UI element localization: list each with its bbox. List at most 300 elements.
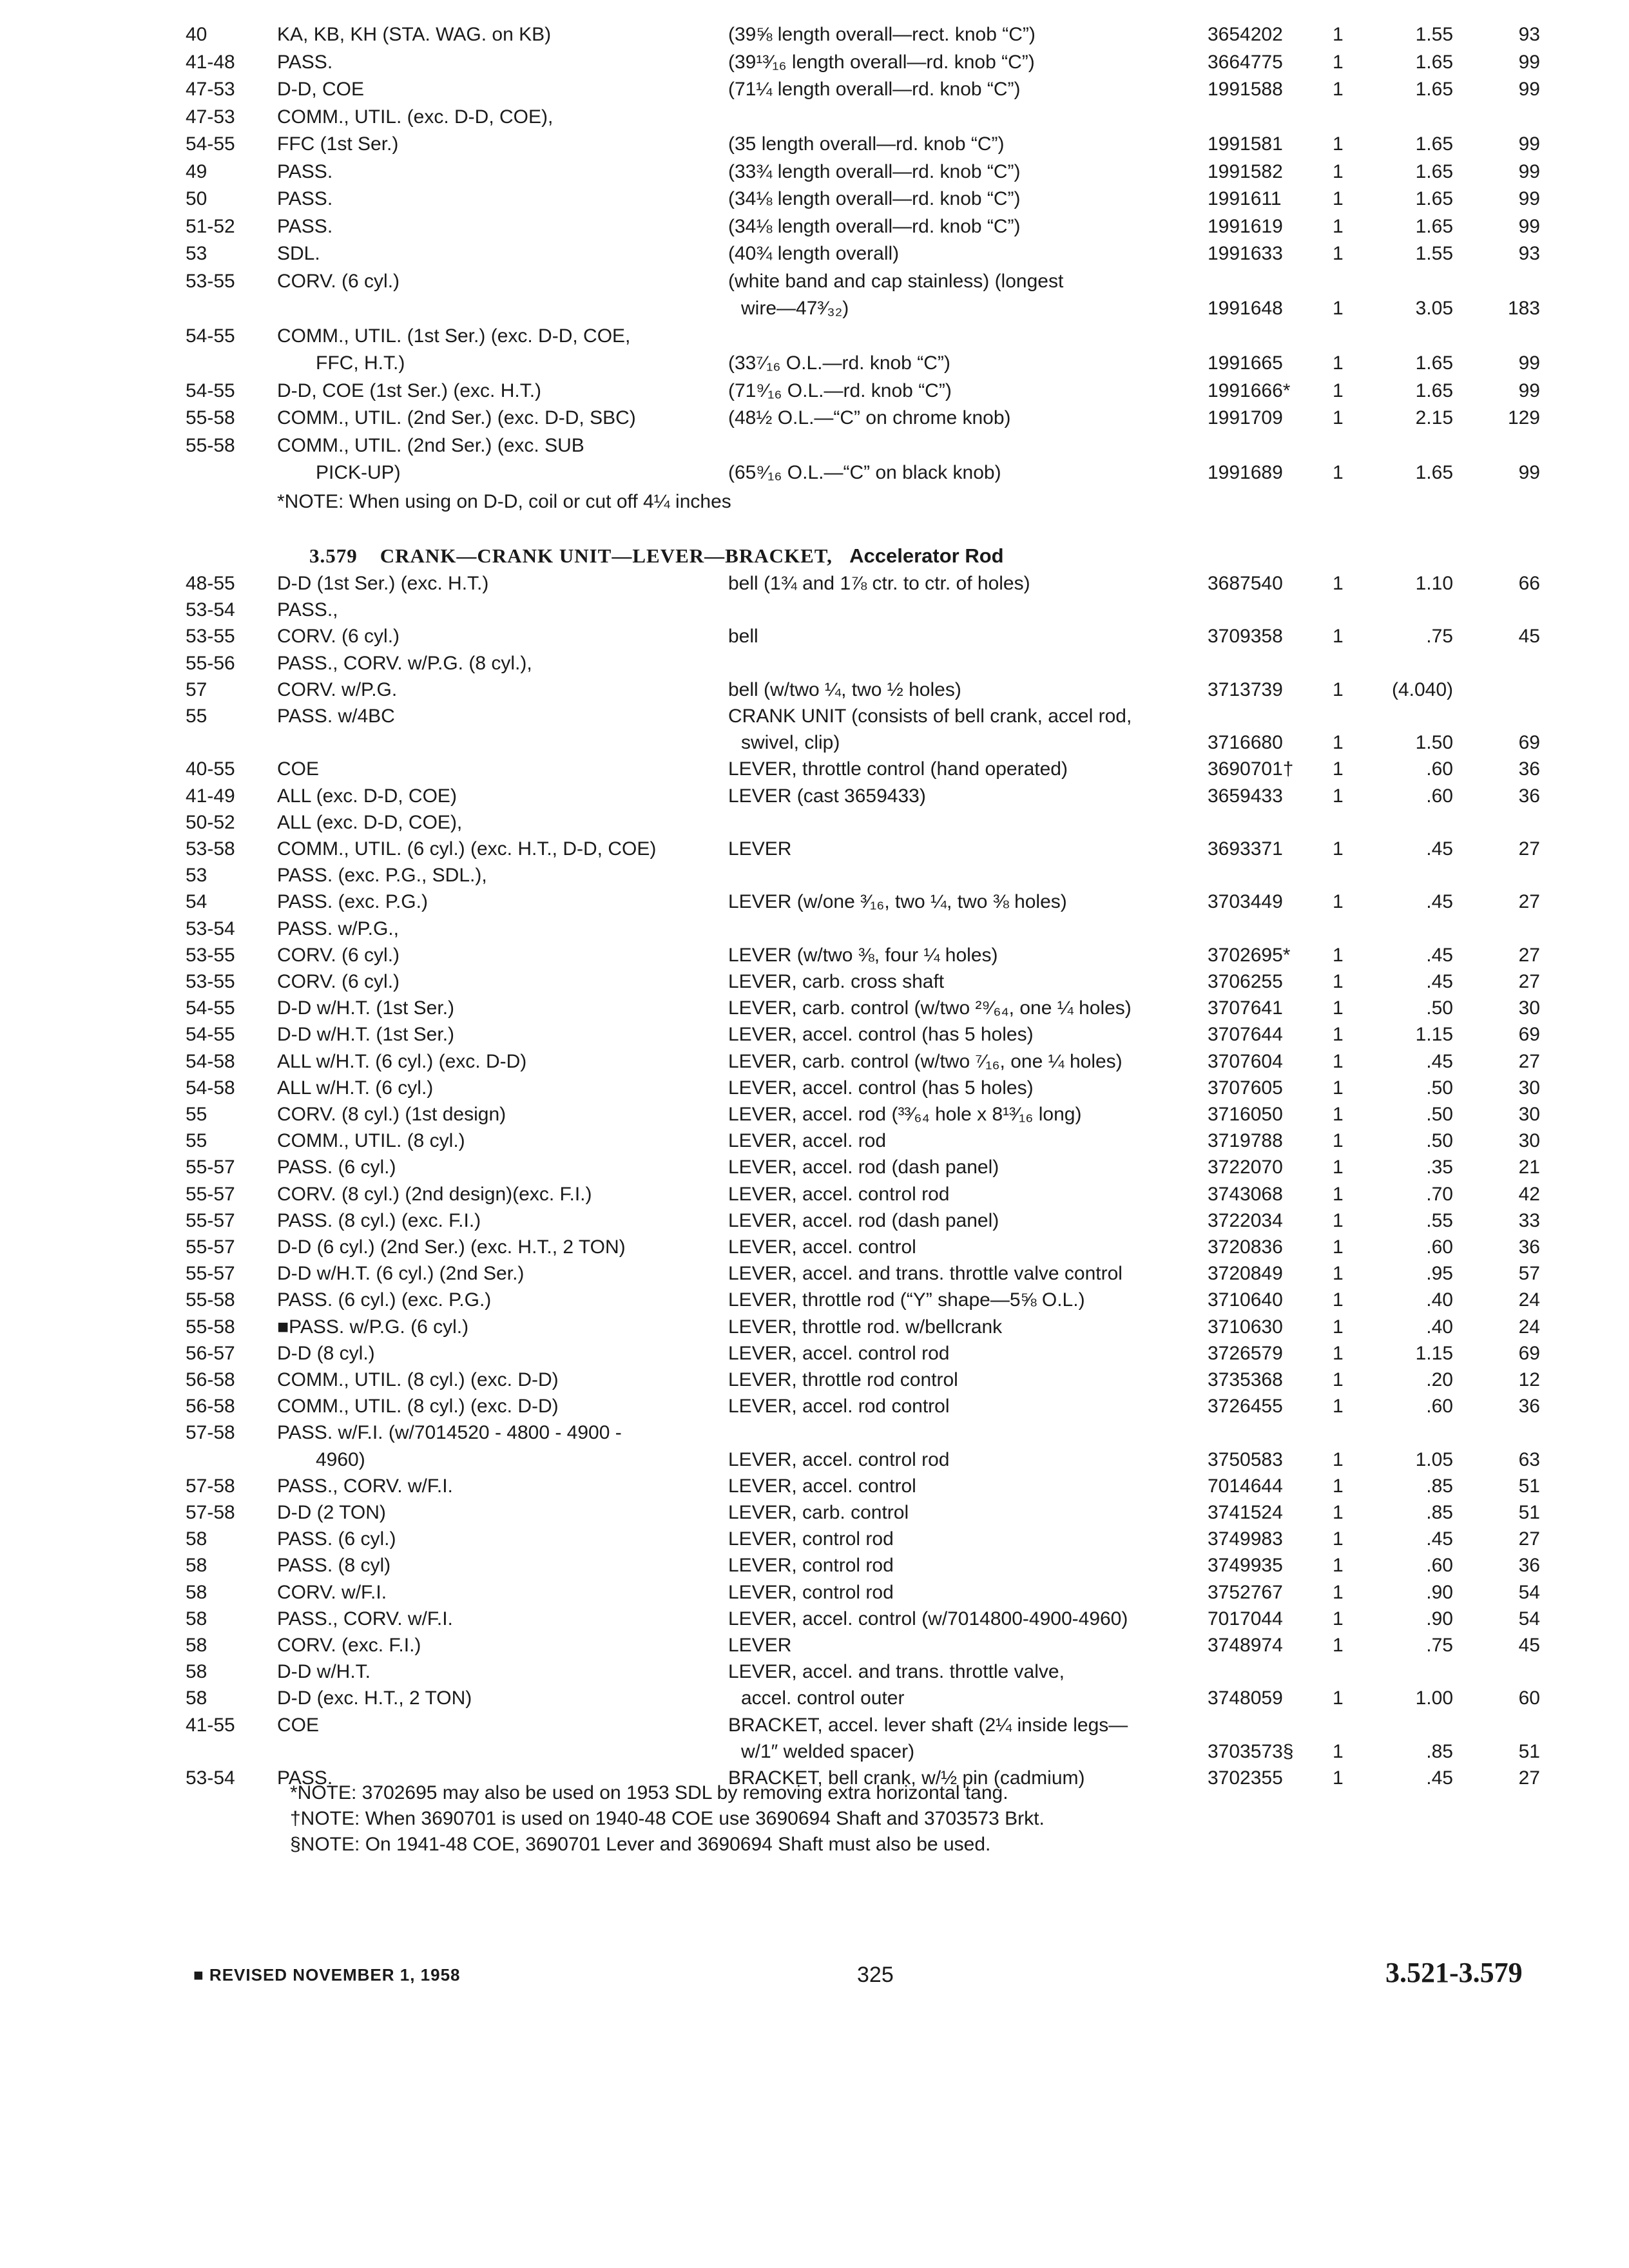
table-row (0, 158, 1629, 186)
price-cell: (4.040) (1391, 678, 1453, 700)
year-cell: 55-58 (186, 1316, 235, 1338)
price-cell: .70 (1426, 1183, 1453, 1205)
year-cell: 58 (186, 1581, 207, 1603)
section-range: 3.521-3.579 (1385, 1957, 1523, 1988)
description-cell: LEVER, accel. and trans. throttle valve control (728, 1263, 1123, 1285)
table-row (0, 968, 1629, 996)
flat-rate-cell: 51 (1518, 1475, 1540, 1497)
table-row (0, 1313, 1629, 1341)
quantity-cell: 1 (1333, 1635, 1344, 1656)
flat-rate-cell: 27 (1518, 838, 1540, 860)
flat-rate-cell: 99 (1518, 215, 1540, 237)
description-cell: LEVER, carb. control (w/two ²⁹⁄₆₄, one ¼ holes) (728, 997, 1132, 1019)
table-row (0, 809, 1629, 837)
part-number-cell: 3703573§ (1208, 1740, 1294, 1762)
price-cell: .45 (1426, 1767, 1453, 1789)
table-row (0, 702, 1629, 731)
part-number-cell: 1991665 (1208, 352, 1283, 374)
flat-rate-cell: 30 (1518, 1104, 1540, 1125)
quantity-cell: 1 (1333, 944, 1344, 966)
table-row (0, 130, 1629, 159)
quantity-cell: 1 (1333, 407, 1344, 428)
year-cell: 55-57 (186, 1183, 235, 1205)
part-number-cell: 1991588 (1208, 79, 1283, 100)
application-cell: PASS., CORV. w/P.G. (8 cyl.), (277, 652, 532, 674)
price-cell: 1.05 (1415, 1448, 1453, 1470)
part-number-cell: 3716680 (1208, 732, 1283, 754)
flat-rate-cell: 45 (1518, 1635, 1540, 1656)
description-cell: LEVER (w/one ³⁄₁₆, two ¼, two ⅜ holes) (728, 891, 1067, 913)
description-cell: accel. control outer (741, 1687, 905, 1709)
table-row (0, 941, 1629, 970)
price-cell: 1.50 (1415, 732, 1453, 754)
flat-rate-cell: 99 (1518, 160, 1540, 182)
description-cell: (71¼ length overall—rd. knob “C”) (728, 79, 1021, 100)
year-cell: 53-55 (186, 270, 235, 292)
table-row (0, 755, 1629, 783)
price-cell: .90 (1426, 1581, 1453, 1603)
application-cell: FFC (1st Ser.) (277, 133, 399, 155)
revised-date: ■ REVISED NOVEMBER 1, 1958 (193, 1965, 461, 1984)
table-row (0, 1127, 1629, 1155)
table-row (0, 185, 1629, 213)
year-cell: 56-58 (186, 1369, 235, 1390)
table-row (0, 1074, 1629, 1102)
section-header (309, 544, 1004, 568)
price-cell: .95 (1426, 1263, 1453, 1285)
price-cell: 1.65 (1415, 79, 1453, 100)
part-number-cell: 1991648 (1208, 298, 1283, 319)
price-cell: .60 (1426, 1236, 1453, 1258)
year-cell: 53-54 (186, 1767, 235, 1789)
quantity-cell: 1 (1333, 1077, 1344, 1099)
year-cell: 40 (186, 24, 207, 45)
year-cell: 53-55 (186, 971, 235, 992)
quantity-cell: 1 (1333, 1236, 1344, 1258)
year-cell: 55-56 (186, 652, 235, 674)
quantity-cell: 1 (1333, 188, 1344, 209)
flat-rate-cell: 51 (1518, 1502, 1540, 1523)
year-cell: 41-48 (186, 51, 235, 73)
flat-rate-cell: 60 (1518, 1687, 1540, 1709)
application-cell: PASS. (exc. P.G., SDL.), (277, 865, 487, 887)
flat-rate-cell: 36 (1518, 758, 1540, 780)
description-cell: (39⅝ length overall—rect. knob “C”) (728, 24, 1036, 45)
table-row (0, 1048, 1629, 1076)
table-row (0, 75, 1629, 104)
quantity-cell: 1 (1333, 838, 1344, 860)
price-cell: 1.65 (1415, 462, 1453, 483)
quantity-cell: 1 (1333, 1369, 1344, 1390)
table-row (0, 240, 1629, 268)
flat-rate-cell: 27 (1518, 944, 1540, 966)
application-cell: CORV. (6 cyl.) (277, 944, 400, 966)
price-cell: .45 (1426, 838, 1453, 860)
flat-rate-cell: 69 (1518, 732, 1540, 754)
quantity-cell: 1 (1333, 971, 1344, 992)
application-cell: D-D (2 TON) (277, 1502, 386, 1523)
part-number-cell: 3719788 (1208, 1130, 1283, 1152)
price-cell: 1.15 (1415, 1024, 1453, 1046)
application-cell: 4960) (316, 1448, 365, 1470)
table-row (0, 267, 1629, 296)
part-number-cell: 3707604 (1208, 1050, 1283, 1072)
table-row (0, 861, 1629, 890)
application-cell: COMM., UTIL. (1st Ser.) (exc. D-D, COE, (277, 325, 631, 347)
quantity-cell: 1 (1333, 1502, 1344, 1523)
application-cell: D-D (1st Ser.) (exc. H.T.) (277, 573, 489, 594)
table-row (0, 1525, 1629, 1553)
year-cell: 41-55 (186, 1714, 235, 1736)
year-cell: 56-57 (186, 1342, 235, 1364)
application-cell: ■PASS. w/P.G. (6 cyl.) (277, 1316, 469, 1338)
part-number-cell: 3720849 (1208, 1263, 1283, 1285)
part-number-cell: 3654202 (1208, 24, 1283, 45)
description-cell: LEVER, throttle control (hand operated) (728, 758, 1068, 780)
flat-rate-cell: 99 (1518, 462, 1540, 483)
application-cell: PASS. (277, 160, 333, 182)
year-cell: 55-58 (186, 407, 235, 428)
description-cell: LEVER (728, 838, 792, 860)
price-cell: .60 (1426, 785, 1453, 807)
part-number-cell: 3713739 (1208, 678, 1283, 700)
quantity-cell: 1 (1333, 732, 1344, 754)
year-cell: 57-58 (186, 1502, 235, 1523)
table-row (0, 1472, 1629, 1501)
quantity-cell: 1 (1333, 51, 1344, 73)
application-cell: FFC, H.T.) (316, 352, 405, 374)
price-cell: .45 (1426, 971, 1453, 992)
quantity-cell: 1 (1333, 1608, 1344, 1629)
quantity-cell: 1 (1333, 678, 1344, 700)
year-cell: 54-55 (186, 380, 235, 401)
quantity-cell: 1 (1333, 1342, 1344, 1364)
section-number: 3.579 (309, 544, 358, 567)
flat-rate-cell: 99 (1518, 380, 1540, 401)
description-cell: bell (w/two ¼, two ½ holes) (728, 678, 961, 700)
year-cell: 58 (186, 1608, 207, 1629)
price-cell: 1.65 (1415, 380, 1453, 401)
year-cell: 50-52 (186, 811, 235, 833)
application-cell: COMM., UTIL. (exc. D-D, COE), (277, 106, 554, 128)
year-cell: 55 (186, 1104, 207, 1125)
description-cell: (39¹³⁄₁₆ length overall—rd. knob “C”) (728, 51, 1035, 73)
flat-rate-cell: 24 (1518, 1316, 1540, 1338)
part-number-cell: 1991633 (1208, 243, 1283, 264)
flat-rate-cell: 93 (1518, 243, 1540, 264)
part-number-cell: 1991709 (1208, 407, 1283, 428)
year-cell: 54-55 (186, 1024, 235, 1046)
quantity-cell: 1 (1333, 1581, 1344, 1603)
description-cell: LEVER, accel. rod (dash panel) (728, 1157, 999, 1178)
table-row (0, 649, 1629, 678)
application-cell: COMM., UTIL. (8 cyl.) (exc. D-D) (277, 1369, 559, 1390)
flat-rate-cell: 93 (1518, 24, 1540, 45)
quantity-cell: 1 (1333, 1130, 1344, 1152)
application-cell: D-D w/H.T. (277, 1661, 371, 1683)
application-cell: D-D (exc. H.T., 2 TON) (277, 1687, 472, 1709)
price-cell: .55 (1426, 1209, 1453, 1231)
description-cell: w/1″ welded spacer) (741, 1740, 915, 1762)
table-row (0, 377, 1629, 405)
part-number-cell: 3690701† (1208, 758, 1294, 780)
part-number-cell: 3720836 (1208, 1236, 1283, 1258)
price-cell: .75 (1426, 1635, 1453, 1656)
part-number-cell: 3693371 (1208, 838, 1283, 860)
table-row (0, 1658, 1629, 1686)
application-cell: COMM., UTIL. (6 cyl.) (exc. H.T., D-D, COE) (277, 838, 657, 860)
description-cell: LEVER, accel. rod (³³⁄₆₄ hole x 8¹³⁄₁₆ long) (728, 1104, 1082, 1125)
flat-rate-cell: 36 (1518, 1396, 1540, 1418)
application-cell: KA, KB, KH (STA. WAG. on KB) (277, 24, 552, 45)
price-cell: 2.15 (1415, 407, 1453, 428)
table-row (0, 404, 1629, 432)
description-cell: (71⁹⁄₁₆ O.L.—rd. knob “C”) (728, 380, 952, 401)
quantity-cell: 1 (1333, 133, 1344, 155)
table-row (0, 1207, 1629, 1235)
description-cell: LEVER, accel. control (w/7014800-4900-4960) (728, 1608, 1128, 1629)
table-row (0, 915, 1629, 943)
description-cell: LEVER, accel. rod (dash panel) (728, 1209, 999, 1231)
year-cell: 54-55 (186, 997, 235, 1019)
part-number-cell: 1991689 (1208, 462, 1283, 483)
description-cell: LEVER, carb. cross shaft (728, 971, 945, 992)
year-cell: 57-58 (186, 1422, 235, 1444)
application-cell: COMM., UTIL. (2nd Ser.) (exc. SUB (277, 434, 584, 456)
quantity-cell: 1 (1333, 215, 1344, 237)
application-cell: COE (277, 758, 320, 780)
year-cell: 50 (186, 188, 207, 209)
quantity-cell: 1 (1333, 1475, 1344, 1497)
year-cell: 57-58 (186, 1475, 235, 1497)
application-cell: CORV. (6 cyl.) (277, 626, 400, 648)
note-bottom-1: *NOTE: 3702695 may also be used on 1953 SDL by removing extra horizontal tang. (290, 1782, 1008, 1803)
part-number-cell: 3726579 (1208, 1342, 1283, 1364)
table-row (0, 213, 1629, 241)
note-bottom-2: †NOTE: When 3690701 is used on 1940-48 COE use 3690694 Shaft and 3703573 Brkt. (290, 1808, 1045, 1829)
flat-rate-cell: 54 (1518, 1608, 1540, 1629)
flat-rate-cell: 99 (1518, 133, 1540, 155)
quantity-cell: 1 (1333, 462, 1344, 483)
description-cell: LEVER, accel. control rod (728, 1342, 950, 1364)
flat-rate-cell: 30 (1518, 1130, 1540, 1152)
flat-rate-cell: 27 (1518, 1528, 1540, 1550)
flat-rate-cell: 66 (1518, 573, 1540, 594)
price-cell: .20 (1426, 1369, 1453, 1390)
application-cell: COMM., UTIL. (8 cyl.) (277, 1130, 465, 1152)
application-cell: D-D, COE (277, 79, 364, 100)
quantity-cell: 1 (1333, 1528, 1344, 1550)
note-bottom-3: §NOTE: On 1941-48 COE, 3690701 Lever and 3690694 Shaft must also be used. (290, 1834, 991, 1855)
price-cell: 1.65 (1415, 215, 1453, 237)
description-cell: bell (1¾ and 1⅞ ctr. to ctr. of holes) (728, 573, 1030, 594)
price-cell: .90 (1426, 1608, 1453, 1629)
quantity-cell: 1 (1333, 1396, 1344, 1418)
quantity-cell: 1 (1333, 380, 1344, 401)
part-number-cell: 3749935 (1208, 1555, 1283, 1577)
description-cell: (34⅛ length overall—rd. knob “C”) (728, 215, 1021, 237)
table-row (0, 596, 1629, 624)
price-cell: 1.65 (1415, 133, 1453, 155)
application-cell: PASS. (6 cyl.) (exc. P.G.) (277, 1289, 492, 1311)
quantity-cell: 1 (1333, 626, 1344, 648)
year-cell: 58 (186, 1635, 207, 1656)
price-cell: .50 (1426, 1104, 1453, 1125)
part-number-cell: 3722070 (1208, 1157, 1283, 1178)
quantity-cell: 1 (1333, 1263, 1344, 1285)
price-cell: 3.05 (1415, 298, 1453, 319)
part-number-cell: 3726455 (1208, 1396, 1283, 1418)
quantity-cell: 1 (1333, 79, 1344, 100)
description-cell: LEVER, accel. control (728, 1236, 916, 1258)
year-cell: 58 (186, 1687, 207, 1709)
flat-rate-cell: 27 (1518, 1050, 1540, 1072)
description-cell: LEVER (728, 1635, 792, 1656)
table-row (0, 1021, 1629, 1049)
description-cell: swivel, clip) (741, 732, 840, 754)
table-row (0, 1340, 1629, 1368)
price-cell: .40 (1426, 1289, 1453, 1311)
description-cell: LEVER, throttle rod control (728, 1369, 958, 1390)
flat-rate-cell: 45 (1518, 626, 1540, 648)
part-number-cell: 3702355 (1208, 1767, 1283, 1789)
price-cell: .50 (1426, 1077, 1453, 1099)
description-cell: LEVER, accel. control (has 5 holes) (728, 1024, 1034, 1046)
quantity-cell: 1 (1333, 573, 1344, 594)
price-cell: 1.55 (1415, 243, 1453, 264)
price-cell: .40 (1426, 1316, 1453, 1338)
flat-rate-cell: 36 (1518, 785, 1540, 807)
section-subtitle: Accelerator Rod (849, 544, 1004, 567)
price-cell: .45 (1426, 1050, 1453, 1072)
price-cell: 1.10 (1415, 573, 1453, 594)
description-cell: LEVER, throttle rod. w/bellcrank (728, 1316, 1003, 1338)
price-cell: .50 (1426, 1130, 1453, 1152)
year-cell: 53-58 (186, 838, 235, 860)
table-row (0, 1579, 1629, 1607)
table-row (0, 835, 1629, 863)
quantity-cell: 1 (1333, 785, 1344, 807)
part-number-cell: 3707644 (1208, 1024, 1283, 1046)
flat-rate-cell: 27 (1518, 1767, 1540, 1789)
table-row (0, 1153, 1629, 1182)
flat-rate-cell: 69 (1518, 1342, 1540, 1364)
application-cell: PICK-UP) (316, 462, 401, 483)
application-cell: CORV. (8 cyl.) (1st design) (277, 1104, 506, 1125)
part-number-cell: 7017044 (1208, 1608, 1283, 1629)
quantity-cell: 1 (1333, 891, 1344, 913)
description-cell: LEVER (w/two ⅜, four ¼ holes) (728, 944, 998, 966)
description-cell: LEVER, accel. control (has 5 holes) (728, 1077, 1034, 1099)
year-cell: 58 (186, 1661, 207, 1683)
quantity-cell: 1 (1333, 243, 1344, 264)
quantity-cell: 1 (1333, 298, 1344, 319)
quantity-cell: 1 (1333, 1687, 1344, 1709)
application-cell: CORV. (8 cyl.) (2nd design)(exc. F.I.) (277, 1183, 592, 1205)
application-cell: PASS. w/P.G., (277, 918, 399, 939)
flat-rate-cell: 27 (1518, 971, 1540, 992)
price-cell: .60 (1426, 1396, 1453, 1418)
year-cell: 47-53 (186, 106, 235, 128)
quantity-cell: 1 (1333, 1289, 1344, 1311)
application-cell: CORV. w/F.I. (277, 1581, 387, 1603)
flat-rate-cell: 54 (1518, 1581, 1540, 1603)
part-number-cell: 3702695* (1208, 944, 1291, 966)
price-cell: .75 (1426, 626, 1453, 648)
part-number-cell: 3748059 (1208, 1687, 1283, 1709)
part-number-cell: 3716050 (1208, 1104, 1283, 1125)
application-cell: PASS. (8 cyl) (277, 1555, 391, 1577)
application-cell: D-D (8 cyl.) (277, 1342, 375, 1364)
flat-rate-cell: 99 (1518, 51, 1540, 73)
application-cell: D-D (6 cyl.) (2nd Ser.) (exc. H.T., 2 TON) (277, 1236, 626, 1258)
year-cell: 53-54 (186, 599, 235, 621)
flat-rate-cell: 33 (1518, 1209, 1540, 1231)
section-title: CRANK—CRANK UNIT—LEVER—BRACKET, (380, 544, 833, 567)
year-cell: 55-57 (186, 1236, 235, 1258)
table-row (0, 782, 1629, 811)
price-cell: 1.55 (1415, 24, 1453, 45)
price-cell: 1.65 (1415, 352, 1453, 374)
application-cell: PASS., CORV. w/F.I. (277, 1475, 453, 1497)
part-number-cell: 3687540 (1208, 573, 1283, 594)
quantity-cell: 1 (1333, 352, 1344, 374)
year-cell: 54-58 (186, 1077, 235, 1099)
description-cell: LEVER, accel. control rod (728, 1448, 950, 1470)
year-cell: 54 (186, 891, 207, 913)
application-cell: PASS. (277, 188, 333, 209)
price-cell: 1.15 (1415, 1342, 1453, 1364)
description-cell: (33¾ length overall—rd. knob “C”) (728, 160, 1021, 182)
note-top: *NOTE: When using on D-D, coil or cut off 4¼ inches (277, 491, 731, 512)
table-row (0, 888, 1629, 916)
application-cell: ALL w/H.T. (6 cyl.) (exc. D-D) (277, 1050, 527, 1072)
price-cell: .45 (1426, 891, 1453, 913)
year-cell: 54-55 (186, 325, 235, 347)
price-cell: .45 (1426, 944, 1453, 966)
year-cell: 40-55 (186, 758, 235, 780)
table-row (0, 1738, 1629, 1766)
price-cell: 1.65 (1415, 160, 1453, 182)
quantity-cell: 1 (1333, 1050, 1344, 1072)
description-cell: LEVER, carb. control (w/two ⁷⁄₁₆, one ¼ holes) (728, 1050, 1123, 1072)
table-row (0, 1233, 1629, 1262)
year-cell: 55 (186, 1130, 207, 1152)
flat-rate-cell: 27 (1518, 891, 1540, 913)
flat-rate-cell: 36 (1518, 1555, 1540, 1577)
quantity-cell: 1 (1333, 160, 1344, 182)
year-cell: 55-57 (186, 1209, 235, 1231)
part-number-cell: 1991581 (1208, 133, 1283, 155)
description-cell: CRANK UNIT (consists of bell crank, accel rod, (728, 706, 1132, 727)
part-number-cell: 1991611 (1208, 188, 1282, 209)
quantity-cell: 1 (1333, 1157, 1344, 1178)
table-row (0, 21, 1629, 49)
description-cell: LEVER, accel. control (728, 1475, 916, 1497)
year-cell: 51-52 (186, 215, 235, 237)
flat-rate-cell: 99 (1518, 188, 1540, 209)
part-number-cell: 1991619 (1208, 215, 1283, 237)
part-number-cell: 3710640 (1208, 1289, 1283, 1311)
flat-rate-cell: 69 (1518, 1024, 1540, 1046)
description-cell: LEVER, accel. control rod (728, 1183, 950, 1205)
application-cell: PASS. (6 cyl.) (277, 1528, 396, 1550)
application-cell: PASS. w/4BC (277, 706, 395, 727)
table-row (0, 322, 1629, 351)
application-cell: CORV. w/P.G. (277, 678, 398, 700)
price-cell: .85 (1426, 1740, 1453, 1762)
application-cell: CORV. (6 cyl.) (277, 270, 400, 292)
